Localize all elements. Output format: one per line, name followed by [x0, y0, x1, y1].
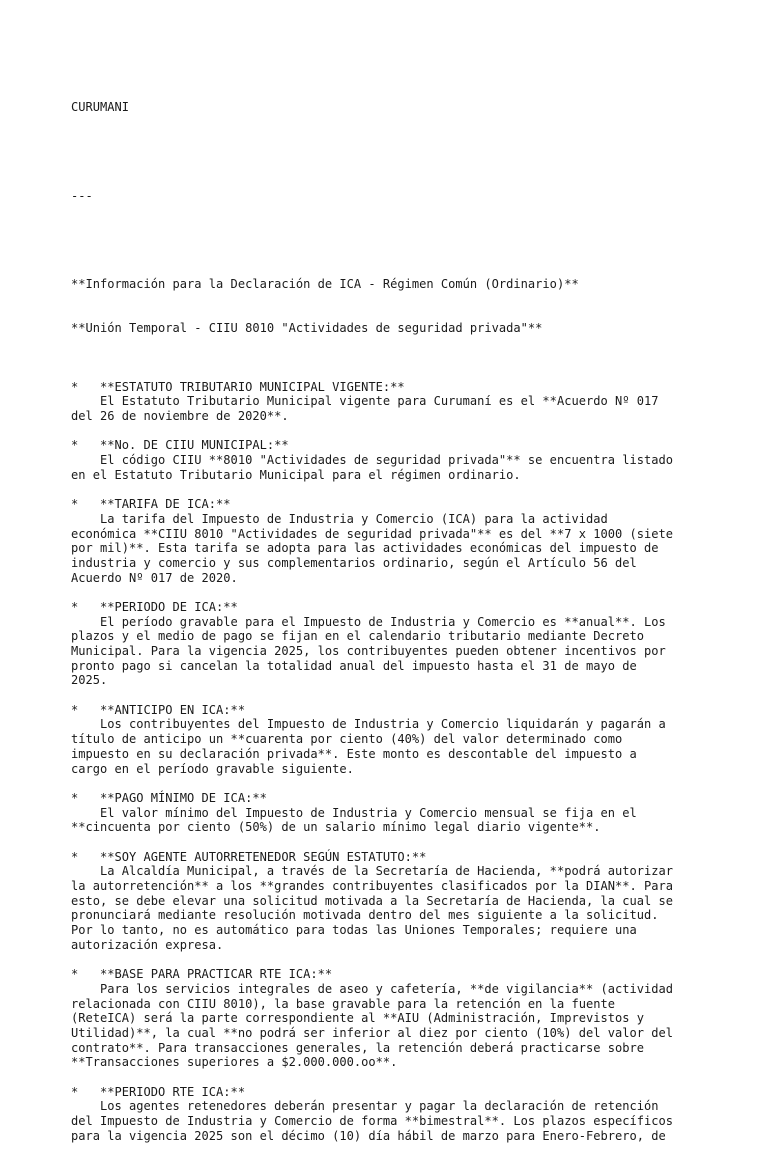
spacer — [71, 1070, 701, 1085]
section-heading: * **PERIODO RTE ICA:** — [71, 1084, 246, 1099]
section-text-line: cargo en el período gravable siguiente. — [71, 761, 354, 776]
section-text-line: El Estatuto Tributario Municipal vigente para Curumaní es el **Acuerdo Nº 017 — [71, 394, 659, 409]
section-text-line: La Alcaldía Municipal, a través de la Secretaría de Hacienda, **podrá autorizar — [71, 864, 673, 879]
section-text-line: autorización expresa. — [71, 937, 224, 952]
section-heading: * **SOY AGENTE AUTORRETENEDOR SEGÚN ESTATUTO:** — [71, 849, 427, 864]
spacer — [71, 365, 701, 380]
section-heading: * **ESTATUTO TRIBUTARIO MUNICIPAL VIGENTE:** — [71, 379, 405, 394]
section-text-line: (ReteICA) será la parte correspondiente al **AIU (Administración, Imprevistos y — [71, 1011, 644, 1026]
title-line-1: **Información para la Declaración de ICA - Régimen Común (Ordinario)** — [71, 276, 579, 291]
section-heading: * **No. DE CIIU MUNICIPAL:** — [71, 438, 289, 453]
section-text-line: El código CIIU **8010 "Actividades de seguridad privada"** se encuentra listado — [71, 453, 673, 468]
section-text-line: en el Estatuto Tributario Municipal para el régimen ordinario. — [71, 467, 521, 482]
section-text-line: relacionada con CIIU 8010), la base gravable para la retención en la fuente — [71, 996, 615, 1011]
spacer — [71, 233, 701, 248]
section-text-line: del Impuesto de Industria y Comercio de forma **bimestral**. Los plazos específicos — [71, 1114, 673, 1129]
section-text-line: por mil)**. Esta tarifa se adopta para las actividades económicas del impuesto de — [71, 541, 659, 556]
section-text-line: Municipal. Para la vigencia 2025, los contribuyentes pueden obtener incentivos por — [71, 644, 666, 659]
section — [71, 482, 701, 585]
spacer — [71, 688, 701, 703]
separator: --- — [71, 188, 93, 203]
spacer — [71, 585, 701, 600]
section-text-line: Por lo tanto, no es automático para todas las Uniones Temporales; requiere una — [71, 923, 637, 938]
section-text-line: económica **CIIU 8010 "Actividades de seguridad privada"** es del **7 x 1000 (siete — [71, 526, 673, 541]
spacer — [71, 424, 701, 439]
section-text-line: **cincuenta por ciento (50%) de un salario mínimo legal diario vigente**. — [71, 820, 601, 835]
section-text-line: Para los servicios integrales de aseo y cafetería, **de vigilancia** (actividad — [71, 981, 673, 996]
section-text-line: contrato**. Para transacciones generales, la retención deberá practicarse sobre — [71, 1040, 644, 1055]
title-line-2: **Unión Temporal - CIIU 8010 "Actividades de seguridad privada"** — [71, 320, 543, 335]
spacer — [71, 952, 701, 967]
section-heading: * **BASE PARA PRACTICAR RTE ICA:** — [71, 967, 333, 982]
section — [71, 1070, 701, 1143]
section-text-line: esto, se debe elevar una solicitud motivada a la Secretaría de Hacienda, la cual se — [71, 893, 673, 908]
section-text-line: plazos y el medio de pago se fijan en el calendario tributario mediante Decreto — [71, 629, 644, 644]
section-text-line: la autorretención** a los **grandes contribuyentes clasificados por la DIAN**. Para — [71, 879, 673, 894]
section — [71, 952, 701, 1070]
section-text-line: pronto pago si cancelan la totalidad anual del impuesto hasta el 31 de mayo de — [71, 658, 637, 673]
document-header: CURUMANI — [71, 100, 130, 115]
section-heading: * **PERIODO DE ICA:** — [71, 599, 238, 614]
section-text-line: **Transacciones superiores a $2.000.000.oo**. — [71, 1055, 398, 1070]
spacer — [71, 835, 701, 850]
section-text-line: El valor mínimo del Impuesto de Industria y Comercio mensual se fija en el — [71, 805, 637, 820]
spacer — [71, 145, 701, 160]
section-text-line: título de anticipo un **cuarenta por ciento (40%) del valor determinado como — [71, 732, 623, 747]
section-text-line: Los contribuyentes del Impuesto de Industria y Comercio liquidarán y pagarán a — [71, 717, 666, 732]
section — [71, 776, 701, 835]
section-text-line: pronunciará mediante resolución motivada dentro del mes siguiente a la solicitud. — [71, 908, 659, 923]
section-text-line: del 26 de noviembre de 2020**. — [71, 409, 289, 424]
section-text-line: El período gravable para el Impuesto de Industria y Comercio es **anual**. Los — [71, 614, 666, 629]
section — [71, 424, 701, 483]
section-text-line: La tarifa del Impuesto de Industria y Comercio (ICA) para la actividad — [71, 511, 608, 526]
spacer — [71, 482, 701, 497]
section-heading: * **PAGO MÍNIMO DE ICA:** — [71, 790, 267, 805]
section — [71, 835, 701, 953]
section-text-line: para la vigencia 2025 son el décimo (10) día hábil de marzo para Enero-Febrero, de — [71, 1128, 666, 1143]
sections-list — [71, 365, 701, 1143]
section-text-line: industria y comercio y sus complementarios ordinario, según el Artículo 56 del — [71, 555, 637, 570]
section-heading: * **ANTICIPO EN ICA:** — [71, 702, 246, 717]
section-text-line: Utilidad)**, la cual **no podrá ser inferior al diez por ciento (10%) del valor del — [71, 1025, 673, 1040]
section-heading: * **TARIFA DE ICA:** — [71, 497, 231, 512]
section-text-line: Acuerdo Nº 017 de 2020. — [71, 570, 238, 585]
section-text-line: Los agentes retenedores deberán presentar y pagar la declaración de retención — [71, 1099, 659, 1114]
section-text-line: impuesto en su declaración privada**. Este monto es descontable del impuesto a — [71, 746, 637, 761]
spacer — [71, 776, 701, 791]
section — [71, 585, 701, 688]
section — [71, 688, 701, 776]
section-text-line: 2025. — [71, 673, 108, 688]
section — [71, 365, 701, 424]
document-body — [71, 71, 701, 1158]
